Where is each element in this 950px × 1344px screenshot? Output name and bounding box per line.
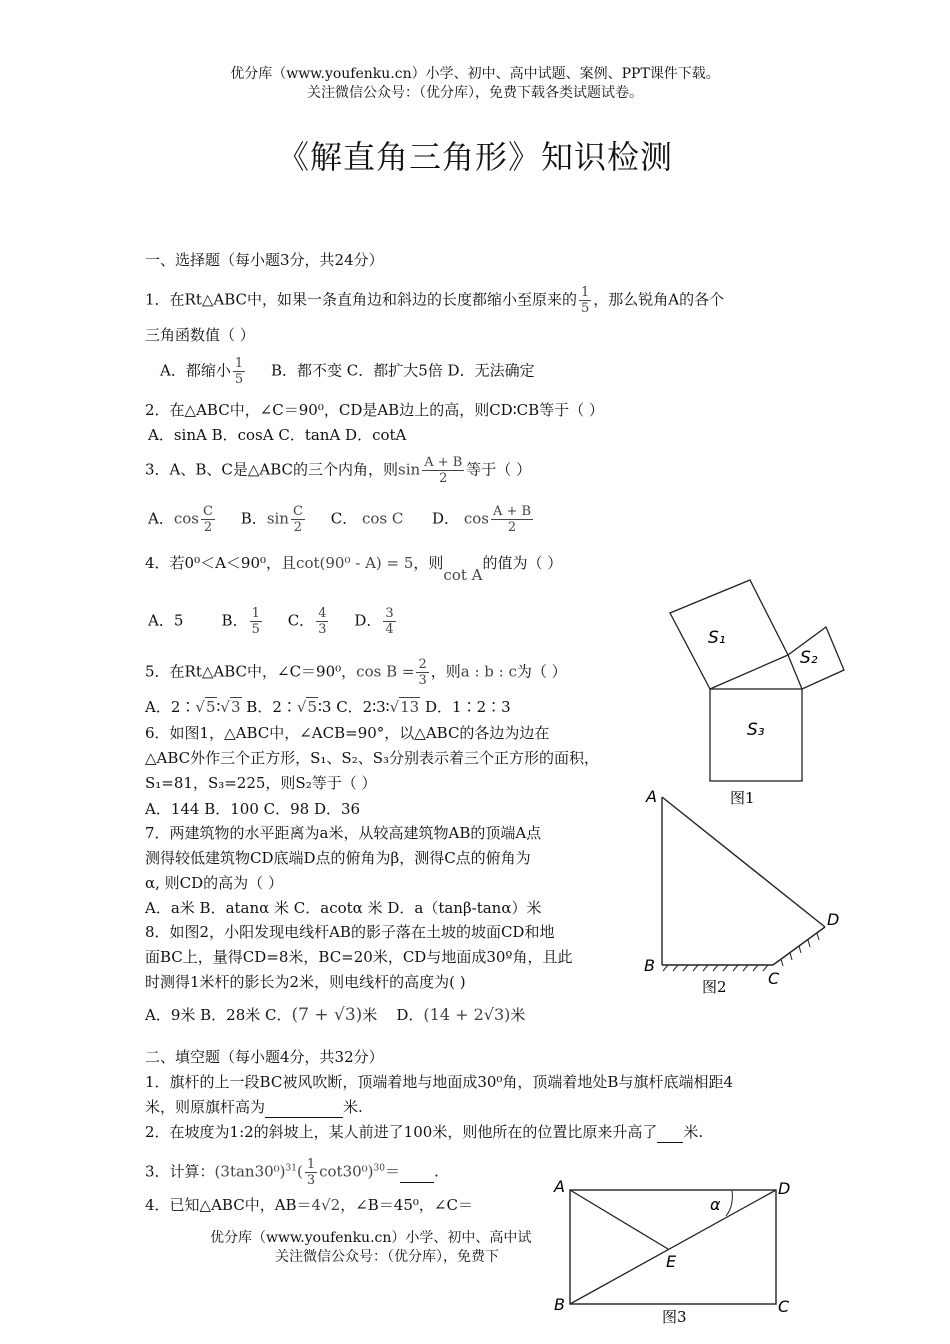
question-7-line-2: 测得较低建筑物CD底端D点的俯角为β，测得C点的俯角为 — [145, 849, 531, 867]
question-8-line-2: 面BC上，量得CD=8米，BC=20米，CD与地面成30º角，且此 — [145, 948, 573, 966]
fill-4: 4．已知△ABC中，AB＝4√2，∠B＝45⁰，∠C＝ — [145, 1196, 473, 1214]
header-line-2: 关注微信公众号：（优分库），免费下载各类试题试卷。 — [307, 85, 643, 101]
fill-1-line-2: 米，则原旗杆高为 米. — [145, 1098, 363, 1116]
question-8-options: A．9米 B．28米 C．(7 + √3)米 D．(14 + 2√3)米 — [145, 1005, 526, 1025]
question-2: 2．在△ABC中，∠C＝90⁰，CD是AB边上的高，则CD∶CB等于（ ） — [145, 401, 604, 419]
question-7-options: A．a米 B．atanα 米 C．acotα 米 D．a（tanβ-tanα）米 — [145, 899, 542, 917]
question-3: 3．A、B、C是△ABC的三个内角，则sin $\frac{A + B}{2}$ 等于（ ） — [145, 455, 532, 486]
question-6-line-2: △ABC外作三个正方形，S₁、S₂、S₃分别表示着三个正方形的面积， — [145, 749, 600, 767]
point-b: B — [644, 956, 655, 975]
square-s1 — [670, 580, 788, 689]
point-b: B — [554, 1295, 565, 1314]
question-6-options: A．144 B．100 C．98 D．36 — [145, 800, 361, 818]
answer-blank[interactable] — [265, 1097, 343, 1118]
question-5: 5．在Rt△ABC中，∠C＝90⁰，cos B = $\frac{2}{3}$ ，则a : b : c为（ ） — [145, 657, 567, 688]
fill-2: 2．在坡度为1:2的斜坡上，某人前进了100米，则他所在的位置比原来升高了 米. — [145, 1123, 704, 1141]
figure-2 — [640, 785, 850, 1000]
question-7-line-3: α, 则CD的高为（ ） — [145, 874, 283, 892]
figure-3 — [548, 1172, 798, 1344]
question-8-line-3: 时测得1米杆的影长为2米，则电线杆的高度为( ) — [145, 973, 466, 991]
figure-1 — [660, 575, 855, 810]
question-5-options: A．2∶√5∶√3 B．2∶√5∶3 C．2∶3∶√13 D．1∶2∶3 — [145, 698, 511, 716]
figure-2-caption: 图2 — [702, 978, 727, 996]
answer-blank[interactable] — [400, 1162, 434, 1183]
question-1-line-2: 三角函数值（ ） — [145, 326, 255, 344]
header-line-1: 优分库（www.youfenku.cn）小学、初中、高中试题、案例、PPT课件下载。 — [230, 66, 720, 82]
section-1-heading: 一、选择题（每小题3分，共24分） — [145, 251, 384, 269]
fill-1-line-1: 1．旗杆的上一段BC被风吹断，顶端着地与地面成30⁰角，顶端着地处B与旗杆底端相距4 — [145, 1073, 733, 1091]
page-title: 《解直角三角形》知识检测 — [276, 138, 673, 176]
question-8-line-1: 8．如图2，小阳发现电线杆AB的影子落在土坡的坡面CD和地 — [145, 923, 555, 941]
point-c: C — [768, 969, 780, 988]
point-e: E — [666, 1252, 677, 1271]
fraction: $\frac{1}{5}$ — [581, 285, 590, 316]
answer-blank[interactable] — [657, 1122, 683, 1143]
question-3-options: A．cos $\frac{C}{2}$ B．sin $\frac{C}{2}$ C． cos C D． cos $\frac{A + B}{2}$ — [148, 504, 532, 535]
label-s3: S₃ — [747, 720, 765, 740]
question-1-line-1: 1．在Rt△ABC中，如果一条直角边和斜边的长度都缩小至原来的 $\frac{1}{5}$ ，那么锐角A的各个 — [145, 285, 725, 316]
angle-alpha: α — [710, 1195, 721, 1214]
label-s1: S₁ — [708, 628, 726, 648]
figure-3-caption: 图3 — [662, 1308, 687, 1326]
question-2-options: A．sinA B．cosA C．tanA D．cotA — [148, 426, 407, 444]
footer-line-2: 关注微信公众号：（优分库），免费下 — [275, 1249, 499, 1265]
fill-3: 3．计算：$(3\tan 30^0)^{31}$( $\frac{1}{3}$ cot30⁰)$^{30}$＝ . — [145, 1157, 439, 1188]
question-7-line-1: 7．两建筑物的水平距离为a米，从较高建筑物AB的顶端A点 — [145, 824, 542, 842]
question-6-line-3: S₁=81，S₃=225，则S₂等于（ ） — [145, 774, 377, 792]
footer-line-1: 优分库（www.youfenku.cn）小学、初中、高中试 — [210, 1230, 532, 1246]
point-d: D — [778, 1179, 791, 1198]
figure-1-caption: 图1 — [730, 789, 755, 807]
point-a: A — [554, 1177, 565, 1196]
question-6-line-1: 6．如图1，△ABC中，∠ACB=90°，以△ABC的各边为边在 — [145, 724, 550, 742]
point-d: D — [827, 910, 840, 929]
label-s2: S₂ — [800, 648, 818, 668]
section-2-heading: 二、填空题（每小题4分，共32分） — [145, 1048, 384, 1066]
point-c: C — [778, 1297, 790, 1316]
question-1-options: A．都缩小 $\frac{1}{5}$ B．都不变 C．都扩大5倍 D．无法确定 — [160, 356, 535, 387]
question-4-options: A．5 B． $\frac{1}{5}$ C． $\frac{4}{3}$ D． $\frac{3}{4}$ — [148, 606, 394, 637]
point-a: A — [646, 787, 657, 806]
question-4: 4．若0⁰＜A＜90⁰，且cot(90⁰ - A) = 5，则cot A的值为（ ） — [145, 554, 563, 584]
